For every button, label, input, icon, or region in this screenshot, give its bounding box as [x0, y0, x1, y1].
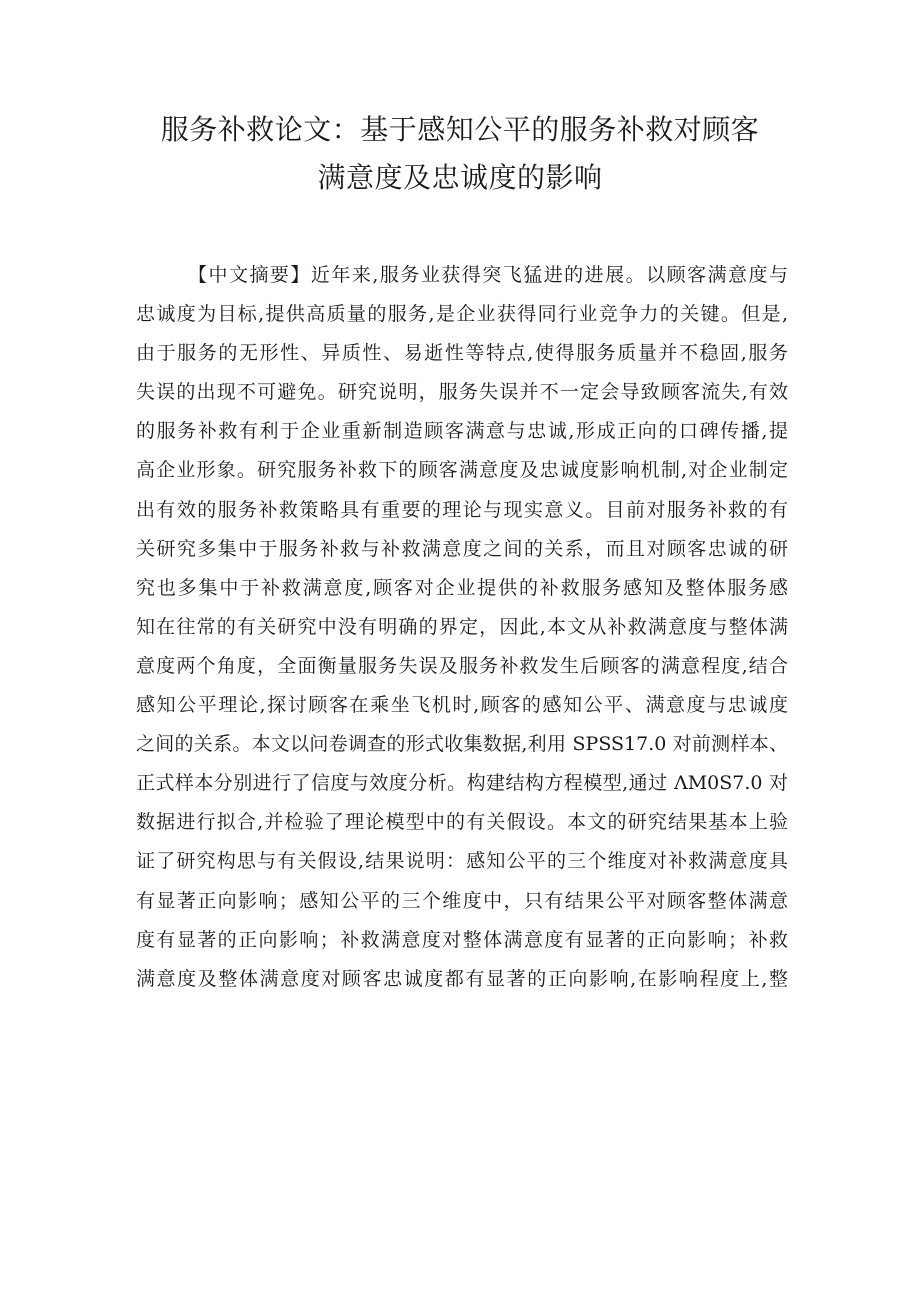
abstract-line: 证了研究构思与有关假设,结果说明：感知公平的三个维度对补救满意度具 [136, 850, 788, 873]
title-line-1: 服务补救论文：基于感知公平的服务补救对顾客 [160, 113, 760, 146]
title-line-2: 满意度及忠诚度的影响 [317, 161, 603, 194]
abstract-line: 失误的出现不可避免。研究说明，服务失误并不一定会导致顾客流失,有效 [136, 381, 788, 404]
abstract-line: 之间的关系。本文以问卷调查的形式收集数据,利用 SPSS17.0 对前测样本、 [136, 733, 788, 756]
abstract-line: 满意度及整体满意度对顾客忠诚度都有显著的正向影响,在影响程度上,整 [136, 967, 788, 990]
chinese-abstract [136, 256, 788, 999]
abstract-line: 度有显著的正向影响；补救满意度对整体满意度有显著的正向影响；补救 [136, 928, 788, 951]
abstract-line: 数据进行拟合,并检验了理论模型中的有关假设。本文的研究结果基本上验 [136, 811, 788, 834]
document-title [120, 106, 800, 202]
abstract-line: 忠诚度为目标,提供高质量的服务,是企业获得同行业竞争力的关键。但是, [136, 303, 788, 326]
abstract-line: 由于服务的无形性、异质性、易逝性等特点,使得服务质量并不稳固,服务 [136, 342, 788, 365]
abstract-line: 高企业形象。研究服务补救下的顾客满意度及忠诚度影响机制,对企业制定 [136, 459, 788, 482]
abstract-line: 正式样本分别进行了信度与效度分析。构建结构方程模型,通过 ΛM0S7.0 对 [136, 772, 788, 795]
abstract-line: 究也多集中于补救满意度,顾客对企业提供的补救服务感知及整体服务感 [136, 576, 788, 599]
abstract-line: 的服务补救有利于企业重新制造顾客满意与忠诚,形成正向的口碑传播,提 [136, 420, 788, 443]
abstract-line: 出有效的服务补救策略具有重要的理论与现实意义。目前对服务补救的有 [136, 498, 788, 521]
abstract-line: 【中文摘要】近年来,服务业获得突飞猛进的进展。以顾客满意度与 [188, 264, 788, 286]
abstract-line: 知在往常的有关研究中没有明确的界定，因此,本文从补救满意度与整体满 [136, 615, 788, 638]
abstract-line: 感知公平理论,探讨顾客在乘坐飞机时,顾客的感知公平、满意度与忠诚度 [136, 694, 788, 717]
abstract-line: 意度两个角度，全面衡量服务失误及服务补救发生后顾客的满意程度,结合 [136, 654, 788, 677]
abstract-line: 关研究多集中于服务补救与补救满意度之间的关系，而且对顾客忠诚的研 [136, 537, 788, 560]
abstract-line: 有显著正向影响；感知公平的三个维度中，只有结果公平对顾客整体满意 [136, 889, 788, 912]
